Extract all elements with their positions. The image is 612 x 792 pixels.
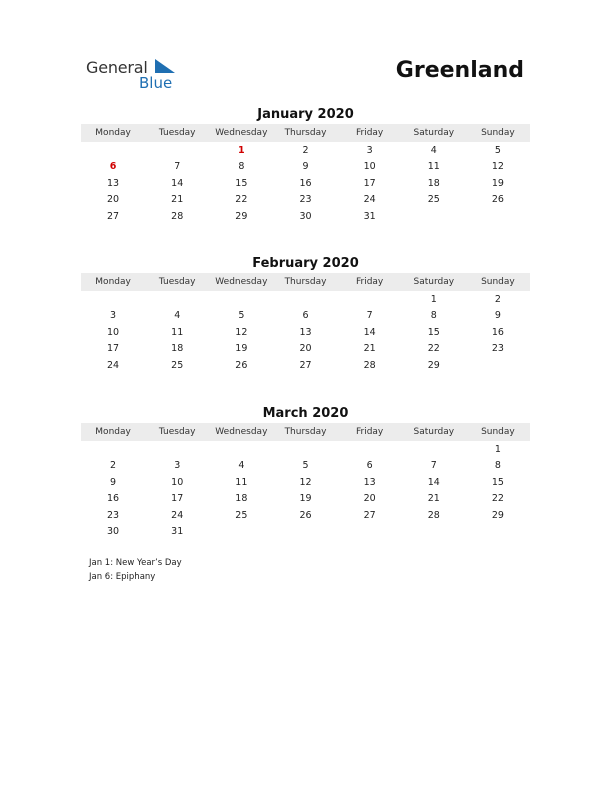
week-row bbox=[81, 491, 530, 508]
weekday-label: Wednesday bbox=[215, 427, 268, 437]
day-cell: 28 bbox=[171, 210, 184, 222]
day-cell: 1 bbox=[494, 443, 501, 455]
weekday-label: Sunday bbox=[481, 427, 515, 437]
week-row bbox=[81, 291, 530, 308]
holiday-note: Jan 1: New Year’s Day bbox=[89, 558, 182, 568]
day-cell: 21 bbox=[171, 194, 184, 206]
month-grid bbox=[81, 291, 530, 374]
holiday-notes bbox=[89, 556, 182, 584]
day-cell: 19 bbox=[299, 493, 312, 505]
day-cell: 5 bbox=[494, 144, 501, 156]
logo bbox=[86, 56, 196, 92]
day-cell: 20 bbox=[299, 343, 312, 355]
day-cell: 3 bbox=[110, 310, 117, 322]
week-row bbox=[81, 159, 530, 176]
day-cell: 2 bbox=[110, 460, 117, 472]
country-title: Greenland bbox=[395, 58, 524, 83]
month-title: February 2020 bbox=[252, 256, 359, 271]
week-row bbox=[81, 357, 530, 374]
weekday-label: Saturday bbox=[413, 277, 455, 287]
day-cell: 6 bbox=[302, 310, 309, 322]
logo-text-blue: Blue bbox=[139, 74, 173, 92]
day-cell: 15 bbox=[427, 326, 440, 338]
month-grid bbox=[81, 142, 530, 225]
day-cell: 16 bbox=[299, 177, 312, 189]
day-cell: 6 bbox=[366, 460, 373, 472]
day-cell: 16 bbox=[491, 326, 504, 338]
day-cell: 27 bbox=[107, 210, 120, 222]
day-cell: 1 bbox=[238, 144, 245, 156]
weekday-label: Thursday bbox=[284, 427, 327, 437]
week-row bbox=[81, 474, 530, 491]
logo-triangle-icon bbox=[155, 59, 175, 73]
day-cell: 27 bbox=[363, 509, 376, 521]
month-january bbox=[81, 106, 530, 225]
day-cell: 27 bbox=[299, 359, 312, 371]
day-cell: 6 bbox=[109, 161, 117, 173]
day-cell: 7 bbox=[430, 460, 437, 472]
month-title: March 2020 bbox=[262, 406, 349, 421]
month-february bbox=[81, 255, 530, 374]
day-cell: 13 bbox=[299, 326, 312, 338]
day-cell: 18 bbox=[235, 493, 248, 505]
weekday-label: Friday bbox=[355, 427, 384, 437]
weekday-label: Sunday bbox=[481, 277, 515, 287]
week-row bbox=[81, 458, 530, 475]
day-cell: 11 bbox=[235, 476, 248, 488]
day-cell: 10 bbox=[363, 161, 376, 173]
day-cell: 19 bbox=[491, 177, 504, 189]
week-row bbox=[81, 192, 530, 209]
day-cell: 23 bbox=[299, 194, 312, 206]
day-cell: 9 bbox=[302, 161, 309, 173]
week-row bbox=[81, 142, 530, 159]
week-row bbox=[81, 175, 530, 192]
month-grid bbox=[81, 441, 530, 540]
day-cell: 20 bbox=[107, 194, 120, 206]
day-cell: 2 bbox=[302, 144, 309, 156]
weekday-label: Thursday bbox=[284, 277, 327, 287]
day-cell: 14 bbox=[171, 177, 184, 189]
weekday-label: Saturday bbox=[413, 128, 455, 138]
month-march bbox=[81, 405, 530, 540]
day-cell: 18 bbox=[171, 343, 184, 355]
day-cell: 12 bbox=[235, 326, 248, 338]
day-cell: 10 bbox=[171, 476, 184, 488]
weekday-label: Monday bbox=[95, 277, 131, 287]
day-cell: 17 bbox=[107, 343, 120, 355]
day-cell: 7 bbox=[366, 310, 373, 322]
holiday-note: Jan 6: Epiphany bbox=[89, 572, 156, 582]
day-cell: 11 bbox=[171, 326, 184, 338]
day-cell: 23 bbox=[107, 509, 120, 521]
weekday-label: Sunday bbox=[481, 128, 515, 138]
weekday-label: Tuesday bbox=[158, 277, 196, 287]
day-cell: 28 bbox=[427, 509, 440, 521]
day-cell: 7 bbox=[174, 161, 181, 173]
weekday-header bbox=[81, 273, 530, 291]
day-cell: 8 bbox=[238, 161, 245, 173]
day-cell: 13 bbox=[107, 177, 120, 189]
week-row bbox=[81, 308, 530, 325]
day-cell: 9 bbox=[494, 310, 501, 322]
day-cell: 29 bbox=[235, 210, 248, 222]
day-cell: 28 bbox=[363, 359, 376, 371]
day-cell: 15 bbox=[235, 177, 248, 189]
day-cell: 4 bbox=[238, 460, 245, 472]
week-row bbox=[81, 324, 530, 341]
day-cell: 22 bbox=[235, 194, 248, 206]
day-cell: 17 bbox=[363, 177, 376, 189]
day-cell: 22 bbox=[427, 343, 440, 355]
day-cell: 4 bbox=[430, 144, 437, 156]
day-cell: 24 bbox=[363, 194, 376, 206]
day-cell: 25 bbox=[235, 509, 248, 521]
weekday-label: Tuesday bbox=[158, 427, 196, 437]
day-cell: 29 bbox=[427, 359, 440, 371]
weekday-label: Monday bbox=[95, 427, 131, 437]
day-cell: 4 bbox=[174, 310, 181, 322]
weekday-label: Friday bbox=[355, 128, 384, 138]
day-cell: 31 bbox=[363, 210, 376, 222]
day-cell: 25 bbox=[427, 194, 440, 206]
day-cell: 26 bbox=[491, 194, 504, 206]
weekday-label: Wednesday bbox=[215, 128, 268, 138]
day-cell: 8 bbox=[430, 310, 437, 322]
day-cell: 5 bbox=[302, 460, 309, 472]
day-cell: 30 bbox=[299, 210, 312, 222]
day-cell: 26 bbox=[235, 359, 248, 371]
weekday-label: Saturday bbox=[413, 427, 455, 437]
day-cell: 10 bbox=[107, 326, 120, 338]
logo-text-general: General bbox=[86, 58, 148, 77]
day-cell: 9 bbox=[110, 476, 117, 488]
day-cell: 30 bbox=[107, 526, 120, 538]
day-cell: 25 bbox=[171, 359, 184, 371]
day-cell: 16 bbox=[107, 493, 120, 505]
weekday-label: Tuesday bbox=[158, 128, 196, 138]
day-cell: 3 bbox=[366, 144, 373, 156]
day-cell: 29 bbox=[491, 509, 504, 521]
week-row bbox=[81, 507, 530, 524]
week-row bbox=[81, 441, 530, 458]
day-cell: 26 bbox=[299, 509, 312, 521]
day-cell: 24 bbox=[107, 359, 120, 371]
day-cell: 12 bbox=[491, 161, 504, 173]
day-cell: 24 bbox=[171, 509, 184, 521]
day-cell: 21 bbox=[363, 343, 376, 355]
week-row bbox=[81, 208, 530, 225]
day-cell: 22 bbox=[491, 493, 504, 505]
weekday-header bbox=[81, 423, 530, 441]
day-cell: 23 bbox=[491, 343, 504, 355]
day-cell: 14 bbox=[363, 326, 376, 338]
day-cell: 12 bbox=[299, 476, 312, 488]
day-cell: 14 bbox=[427, 476, 440, 488]
day-cell: 1 bbox=[430, 293, 437, 305]
weekday-label: Monday bbox=[95, 128, 131, 138]
weekday-label: Friday bbox=[355, 277, 384, 287]
day-cell: 21 bbox=[427, 493, 440, 505]
weekday-label: Thursday bbox=[284, 128, 327, 138]
day-cell: 11 bbox=[427, 161, 440, 173]
week-row bbox=[81, 341, 530, 358]
month-title: January 2020 bbox=[257, 107, 354, 122]
day-cell: 31 bbox=[171, 526, 184, 538]
day-cell: 5 bbox=[238, 310, 245, 322]
day-cell: 17 bbox=[171, 493, 184, 505]
day-cell: 20 bbox=[363, 493, 376, 505]
day-cell: 13 bbox=[363, 476, 376, 488]
day-cell: 2 bbox=[494, 293, 501, 305]
weekday-header bbox=[81, 124, 530, 142]
day-cell: 8 bbox=[494, 460, 501, 472]
day-cell: 15 bbox=[491, 476, 504, 488]
weekday-label: Wednesday bbox=[215, 277, 268, 287]
day-cell: 3 bbox=[174, 460, 181, 472]
day-cell: 18 bbox=[427, 177, 440, 189]
week-row bbox=[81, 524, 530, 541]
day-cell: 19 bbox=[235, 343, 248, 355]
